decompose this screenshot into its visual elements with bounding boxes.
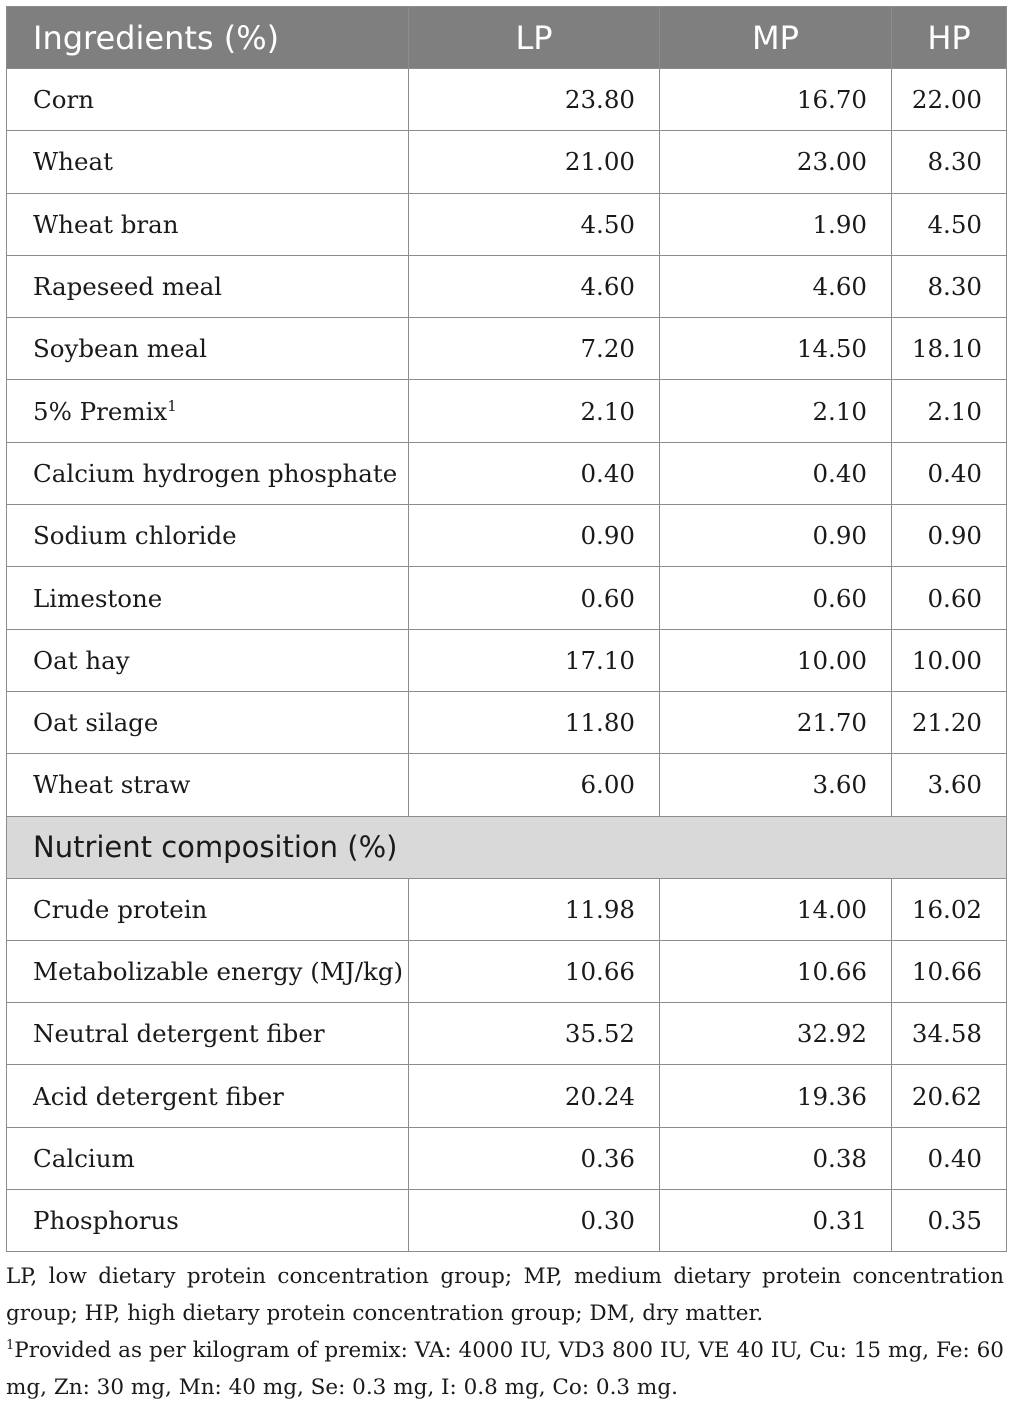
row-label-text: Oat hay bbox=[33, 645, 130, 675]
cell-mp: 0.90 bbox=[660, 505, 892, 567]
row-label-text: Crude protein bbox=[33, 894, 208, 924]
cell-mp: 23.00 bbox=[660, 131, 892, 193]
table-row bbox=[7, 193, 1007, 255]
cell-lp: 20.24 bbox=[409, 1065, 660, 1127]
cell-lp: 2.10 bbox=[409, 380, 660, 442]
row-label-text: Limestone bbox=[33, 583, 163, 613]
row-label bbox=[7, 691, 409, 753]
diet-composition-table bbox=[6, 6, 1007, 1252]
cell-mp: 3.60 bbox=[660, 754, 892, 816]
row-label bbox=[7, 940, 409, 1002]
cell-mp: 21.70 bbox=[660, 691, 892, 753]
section-row-nutrient-composition bbox=[7, 816, 1007, 878]
table-row bbox=[7, 1127, 1007, 1189]
row-label-text: Metabolizable energy (MJ/kg) bbox=[33, 957, 404, 986]
cell-lp: 0.30 bbox=[409, 1190, 660, 1252]
cell-lp: 11.98 bbox=[409, 878, 660, 940]
row-label bbox=[7, 1065, 409, 1127]
table-header-row bbox=[7, 7, 1007, 69]
row-label bbox=[7, 1190, 409, 1252]
row-label-text: Rapeseed meal bbox=[33, 272, 223, 302]
table-row bbox=[7, 131, 1007, 193]
cell-hp: 0.60 bbox=[892, 567, 1007, 629]
table-row bbox=[7, 442, 1007, 504]
diet-composition-document bbox=[6, 6, 1006, 1406]
table-row bbox=[7, 1065, 1007, 1127]
cell-mp: 0.38 bbox=[660, 1127, 892, 1189]
cell-lp: 0.36 bbox=[409, 1127, 660, 1189]
table-row bbox=[7, 69, 1007, 131]
cell-lp: 6.00 bbox=[409, 754, 660, 816]
cell-hp: 34.58 bbox=[892, 1003, 1007, 1065]
row-label bbox=[7, 629, 409, 691]
table-row bbox=[7, 940, 1007, 1002]
cell-hp: 2.10 bbox=[892, 380, 1007, 442]
cell-lp: 11.80 bbox=[409, 691, 660, 753]
row-label bbox=[7, 69, 409, 131]
header-lp: LP bbox=[409, 7, 660, 69]
cell-lp: 0.60 bbox=[409, 567, 660, 629]
cell-hp: 18.10 bbox=[892, 318, 1007, 380]
cell-lp: 0.90 bbox=[409, 505, 660, 567]
cell-lp: 4.50 bbox=[409, 193, 660, 255]
row-label bbox=[7, 754, 409, 816]
row-label bbox=[7, 193, 409, 255]
cell-mp: 0.40 bbox=[660, 442, 892, 504]
row-label bbox=[7, 318, 409, 380]
row-label-text: Wheat bran bbox=[33, 209, 179, 239]
row-label-text: Oat silage bbox=[33, 708, 159, 738]
section-title: Nutrient composition (%) bbox=[7, 816, 1007, 878]
cell-mp: 14.50 bbox=[660, 318, 892, 380]
row-label-text: 5% Premix bbox=[33, 396, 168, 426]
footnote-1 bbox=[6, 1332, 1004, 1406]
row-label-text: Sodium chloride bbox=[33, 521, 237, 551]
cell-mp: 0.60 bbox=[660, 567, 892, 629]
cell-hp: 0.40 bbox=[892, 1127, 1007, 1189]
cell-lp: 4.60 bbox=[409, 255, 660, 317]
row-label bbox=[7, 131, 409, 193]
table-row bbox=[7, 691, 1007, 753]
header-ingredients: Ingredients (%) bbox=[7, 7, 409, 69]
cell-mp: 1.90 bbox=[660, 193, 892, 255]
cell-hp: 4.50 bbox=[892, 193, 1007, 255]
cell-hp: 8.30 bbox=[892, 131, 1007, 193]
table-row bbox=[7, 567, 1007, 629]
footnote-1-text: Provided as per kilogram of premix: VA: 4000 IU, VD3 800 IU, VE 40 IU, Cu: 15 mg, Fe: 60 mg, Zn: 30 mg, Mn: 40 mg, Se: 0.3 mg, I: 0.8 mg, Co: 0.3 mg. bbox=[6, 1338, 1004, 1401]
cell-hp: 20.62 bbox=[892, 1065, 1007, 1127]
row-label-text: Acid detergent fiber bbox=[33, 1081, 284, 1111]
table-row bbox=[7, 629, 1007, 691]
nutrient-rows bbox=[7, 878, 1007, 1252]
row-label-text: Wheat straw bbox=[33, 770, 191, 800]
cell-hp: 22.00 bbox=[892, 69, 1007, 131]
cell-lp: 0.40 bbox=[409, 442, 660, 504]
cell-mp: 16.70 bbox=[660, 69, 892, 131]
row-label bbox=[7, 567, 409, 629]
cell-lp: 21.00 bbox=[409, 131, 660, 193]
cell-mp: 19.36 bbox=[660, 1065, 892, 1127]
row-label bbox=[7, 442, 409, 504]
table-row bbox=[7, 505, 1007, 567]
cell-lp: 23.80 bbox=[409, 69, 660, 131]
cell-mp: 10.00 bbox=[660, 629, 892, 691]
row-label bbox=[7, 380, 409, 442]
cell-hp: 0.35 bbox=[892, 1190, 1007, 1252]
cell-hp: 3.60 bbox=[892, 754, 1007, 816]
row-label-text: Wheat bbox=[33, 147, 113, 177]
cell-mp: 10.66 bbox=[660, 940, 892, 1002]
table-row bbox=[7, 1003, 1007, 1065]
row-label-text: Neutral detergent fiber bbox=[33, 1019, 325, 1049]
footnote-1-mark: 1 bbox=[6, 1338, 15, 1354]
footnote-marker: 1 bbox=[167, 396, 177, 415]
table-row bbox=[7, 380, 1007, 442]
row-label-text: Soybean meal bbox=[33, 334, 207, 364]
header-hp: HP bbox=[892, 7, 1007, 69]
cell-lp: 17.10 bbox=[409, 629, 660, 691]
cell-hp: 8.30 bbox=[892, 255, 1007, 317]
ingredient-rows bbox=[7, 69, 1007, 817]
cell-hp: 10.66 bbox=[892, 940, 1007, 1002]
cell-hp: 10.00 bbox=[892, 629, 1007, 691]
table-row bbox=[7, 318, 1007, 380]
cell-hp: 21.20 bbox=[892, 691, 1007, 753]
cell-hp: 0.40 bbox=[892, 442, 1007, 504]
cell-hp: 16.02 bbox=[892, 878, 1007, 940]
row-label bbox=[7, 878, 409, 940]
row-label bbox=[7, 505, 409, 567]
row-label-text: Calcium hydrogen phosphate bbox=[33, 458, 398, 488]
row-label-text: Calcium bbox=[33, 1143, 135, 1173]
row-label bbox=[7, 1003, 409, 1065]
cell-mp: 32.92 bbox=[660, 1003, 892, 1065]
cell-lp: 10.66 bbox=[409, 940, 660, 1002]
table-row bbox=[7, 754, 1007, 816]
cell-mp: 4.60 bbox=[660, 255, 892, 317]
table-footnotes bbox=[6, 1258, 1006, 1406]
footnote-abbreviations: LP, low dietary protein concentration group; MP, medium dietary protein concentration group; HP, high dietary protein concentration group; DM, dry matter. bbox=[6, 1264, 1004, 1327]
table-row bbox=[7, 255, 1007, 317]
row-label bbox=[7, 255, 409, 317]
row-label-text: Corn bbox=[33, 85, 94, 115]
table-row bbox=[7, 1190, 1007, 1252]
cell-mp: 0.31 bbox=[660, 1190, 892, 1252]
cell-lp: 35.52 bbox=[409, 1003, 660, 1065]
cell-hp: 0.90 bbox=[892, 505, 1007, 567]
header-mp: MP bbox=[660, 7, 892, 69]
row-label-text: Phosphorus bbox=[33, 1206, 179, 1236]
cell-mp: 14.00 bbox=[660, 878, 892, 940]
cell-mp: 2.10 bbox=[660, 380, 892, 442]
table-row bbox=[7, 878, 1007, 940]
cell-lp: 7.20 bbox=[409, 318, 660, 380]
row-label bbox=[7, 1127, 409, 1189]
